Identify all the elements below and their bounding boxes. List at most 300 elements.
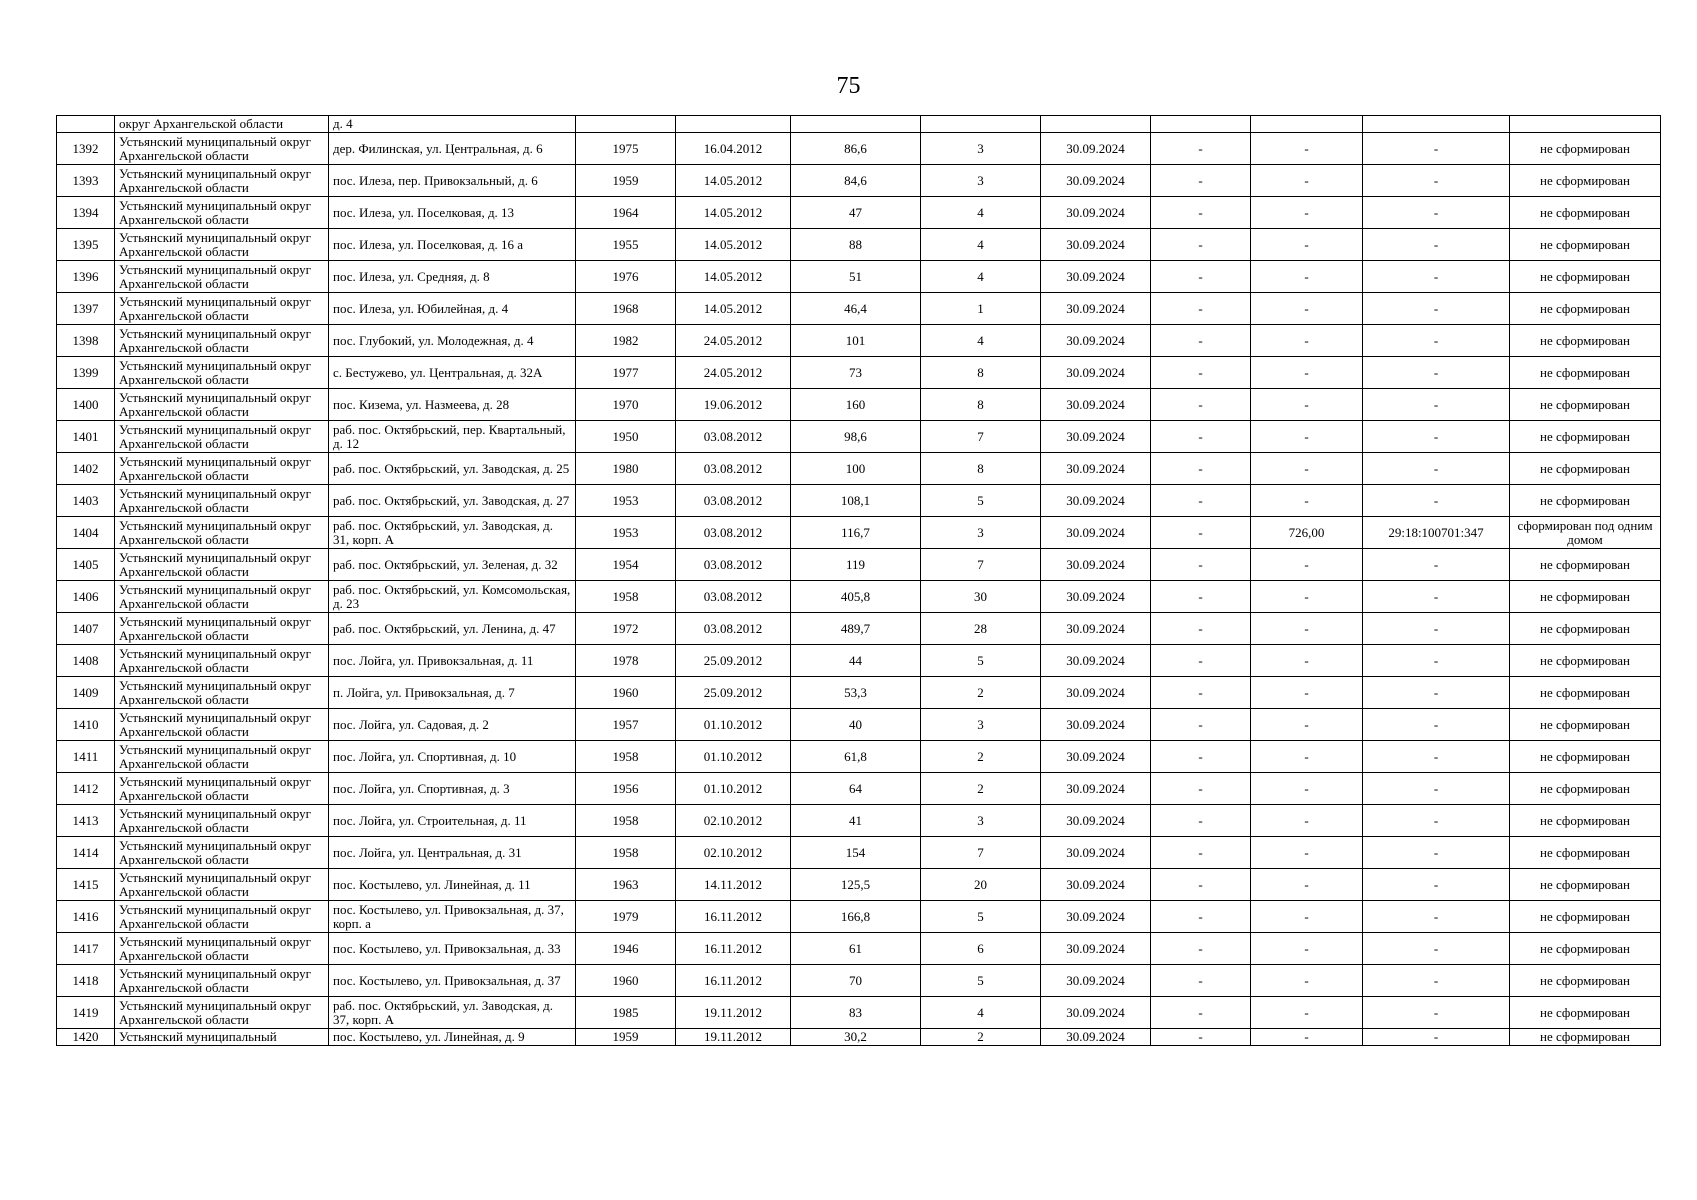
cell-year: 1955 <box>576 229 676 261</box>
table-row <box>57 677 1661 709</box>
cell-land-status: не сформирован <box>1510 901 1661 933</box>
cell-deadline: 30.09.2024 <box>1041 581 1151 613</box>
cell-land-area: 726,00 <box>1251 517 1363 549</box>
cell-district: Устьянский муниципальный округ Архангельской области <box>115 613 329 645</box>
cell-address: пос. Илеза, ул. Поселковая, д. 13 <box>329 197 576 229</box>
cell-year: 1946 <box>576 933 676 965</box>
cell-area: 489,7 <box>791 613 921 645</box>
cell-date <box>676 116 791 133</box>
cell-land-area: - <box>1251 1029 1363 1046</box>
cell-year: 1978 <box>576 645 676 677</box>
cell-district: Устьянский муниципальный округ Архангельской области <box>115 677 329 709</box>
cell-land-area: - <box>1251 549 1363 581</box>
cell-address: раб. пос. Октябрьский, ул. Заводская, д. 27 <box>329 485 576 517</box>
cell-address: пос. Костылево, ул. Привокзальная, д. 37, корп. а <box>329 901 576 933</box>
cell-address: д. 4 <box>329 116 576 133</box>
cell-residents: 7 <box>921 421 1041 453</box>
cell-residents: 5 <box>921 901 1041 933</box>
cell-area: 46,4 <box>791 293 921 325</box>
cell-year: 1958 <box>576 581 676 613</box>
cell-deadline: 30.09.2024 <box>1041 389 1151 421</box>
cell-land-area: - <box>1251 229 1363 261</box>
cell-land-area: - <box>1251 389 1363 421</box>
cell-land-status: не сформирован <box>1510 485 1661 517</box>
cell-date: 14.11.2012 <box>676 869 791 901</box>
cell-number: 1403 <box>57 485 115 517</box>
cell-address: пос. Илеза, ул. Средняя, д. 8 <box>329 261 576 293</box>
cell-date: 01.10.2012 <box>676 741 791 773</box>
cell-cadastral-number: - <box>1363 197 1510 229</box>
cell-year: 1976 <box>576 261 676 293</box>
cell-residents: 4 <box>921 997 1041 1029</box>
cell-land-area: - <box>1251 741 1363 773</box>
cell-land-status: не сформирован <box>1510 133 1661 165</box>
cell-deadline: 30.09.2024 <box>1041 645 1151 677</box>
cell-deadline: 30.09.2024 <box>1041 773 1151 805</box>
cell-area: 160 <box>791 389 921 421</box>
cell-number: 1399 <box>57 357 115 389</box>
cell-year: 1980 <box>576 453 676 485</box>
cell-land-status: не сформирован <box>1510 965 1661 997</box>
cell-land-status: не сформирован <box>1510 261 1661 293</box>
cell-number: 1418 <box>57 965 115 997</box>
cell-area: 100 <box>791 453 921 485</box>
cell-area: 61 <box>791 933 921 965</box>
cell-district: Устьянский муниципальный округ Архангельской области <box>115 357 329 389</box>
cell-land-status: не сформирован <box>1510 293 1661 325</box>
cell-col9: - <box>1151 421 1251 453</box>
cell-district: Устьянский муниципальный округ Архангельской области <box>115 133 329 165</box>
cell-district: Устьянский муниципальный округ Архангельской области <box>115 997 329 1029</box>
table-row <box>57 453 1661 485</box>
cell-col9: - <box>1151 485 1251 517</box>
table-row <box>57 645 1661 677</box>
cell-address: пос. Костылево, ул. Линейная, д. 11 <box>329 869 576 901</box>
cell-year: 1958 <box>576 837 676 869</box>
cell-col9: - <box>1151 997 1251 1029</box>
cell-date: 01.10.2012 <box>676 773 791 805</box>
cell-residents: 3 <box>921 165 1041 197</box>
cell-cadastral-number <box>1363 116 1510 133</box>
cell-deadline: 30.09.2024 <box>1041 805 1151 837</box>
cell-district: Устьянский муниципальный округ Архангельской области <box>115 645 329 677</box>
table-row <box>57 965 1661 997</box>
cell-address: раб. пос. Октябрьский, ул. Зеленая, д. 32 <box>329 549 576 581</box>
cell-land-area: - <box>1251 293 1363 325</box>
cell-address: раб. пос. Октябрьский, ул. Комсомольская, д. 23 <box>329 581 576 613</box>
cell-residents: 3 <box>921 709 1041 741</box>
cell-cadastral-number: - <box>1363 997 1510 1029</box>
cell-land-area: - <box>1251 133 1363 165</box>
cell-number: 1405 <box>57 549 115 581</box>
cell-cadastral-number: - <box>1363 389 1510 421</box>
cell-date: 14.05.2012 <box>676 293 791 325</box>
cell-residents: 30 <box>921 581 1041 613</box>
cell-land-status: не сформирован <box>1510 837 1661 869</box>
cell-area: 30,2 <box>791 1029 921 1046</box>
cell-residents: 6 <box>921 933 1041 965</box>
cell-land-status: не сформирован <box>1510 549 1661 581</box>
cell-year: 1958 <box>576 805 676 837</box>
cell-deadline: 30.09.2024 <box>1041 421 1151 453</box>
cell-land-area: - <box>1251 165 1363 197</box>
cell-deadline: 30.09.2024 <box>1041 197 1151 229</box>
table-row <box>57 709 1661 741</box>
cell-col9: - <box>1151 325 1251 357</box>
cell-cadastral-number: - <box>1363 421 1510 453</box>
cell-district: округ Архангельской области <box>115 116 329 133</box>
cell-col9: - <box>1151 837 1251 869</box>
cell-deadline: 30.09.2024 <box>1041 133 1151 165</box>
cell-land-area: - <box>1251 773 1363 805</box>
cell-date: 14.05.2012 <box>676 229 791 261</box>
cell-cadastral-number: - <box>1363 1029 1510 1046</box>
cell-land-area: - <box>1251 805 1363 837</box>
cell-area: 61,8 <box>791 741 921 773</box>
cell-number: 1404 <box>57 517 115 549</box>
cell-number: 1416 <box>57 901 115 933</box>
cell-address: пос. Лойга, ул. Центральная, д. 31 <box>329 837 576 869</box>
cell-year: 1950 <box>576 421 676 453</box>
cell-district: Устьянский муниципальный округ Архангельской области <box>115 485 329 517</box>
cell-deadline: 30.09.2024 <box>1041 613 1151 645</box>
cell-district: Устьянский муниципальный <box>115 1029 329 1046</box>
cell-area: 125,5 <box>791 869 921 901</box>
cell-land-area: - <box>1251 357 1363 389</box>
cell-number: 1410 <box>57 709 115 741</box>
cell-cadastral-number: - <box>1363 581 1510 613</box>
cell-address: раб. пос. Октябрьский, ул. Заводская, д. 37, корп. А <box>329 997 576 1029</box>
table-row <box>57 1029 1661 1046</box>
cell-number: 1407 <box>57 613 115 645</box>
cell-col9: - <box>1151 581 1251 613</box>
cell-year: 1960 <box>576 965 676 997</box>
cell-residents: 2 <box>921 677 1041 709</box>
cell-date: 14.05.2012 <box>676 197 791 229</box>
cell-cadastral-number: - <box>1363 741 1510 773</box>
cell-land-status: не сформирован <box>1510 325 1661 357</box>
cell-address: пос. Лойга, ул. Спортивная, д. 3 <box>329 773 576 805</box>
cell-residents: 4 <box>921 261 1041 293</box>
cell-address: пос. Костылево, ул. Привокзальная, д. 37 <box>329 965 576 997</box>
cell-deadline: 30.09.2024 <box>1041 165 1151 197</box>
cell-land-area: - <box>1251 933 1363 965</box>
cell-year: 1975 <box>576 133 676 165</box>
cell-date: 03.08.2012 <box>676 613 791 645</box>
cell-residents <box>921 116 1041 133</box>
cell-area: 98,6 <box>791 421 921 453</box>
cell-district: Устьянский муниципальный округ Архангельской области <box>115 517 329 549</box>
cell-residents: 8 <box>921 389 1041 421</box>
cell-date: 16.11.2012 <box>676 901 791 933</box>
cell-date: 24.05.2012 <box>676 325 791 357</box>
table-row <box>57 613 1661 645</box>
cell-area: 40 <box>791 709 921 741</box>
cell-address: пос. Лойга, ул. Строительная, д. 11 <box>329 805 576 837</box>
table-row <box>57 933 1661 965</box>
cell-cadastral-number: - <box>1363 165 1510 197</box>
cell-land-area: - <box>1251 485 1363 517</box>
cell-land-area: - <box>1251 901 1363 933</box>
cell-date: 25.09.2012 <box>676 645 791 677</box>
cell-year: 1964 <box>576 197 676 229</box>
cell-land-area: - <box>1251 453 1363 485</box>
table-row <box>57 421 1661 453</box>
table-row <box>57 133 1661 165</box>
cell-col9 <box>1151 116 1251 133</box>
cell-address: раб. пос. Октябрьский, ул. Заводская, д. 25 <box>329 453 576 485</box>
cell-deadline: 30.09.2024 <box>1041 293 1151 325</box>
cell-cadastral-number: - <box>1363 453 1510 485</box>
cell-number: 1408 <box>57 645 115 677</box>
cell-district: Устьянский муниципальный округ Архангельской области <box>115 229 329 261</box>
cell-residents: 7 <box>921 837 1041 869</box>
cell-land-area: - <box>1251 581 1363 613</box>
cell-cadastral-number: - <box>1363 229 1510 261</box>
cell-area: 405,8 <box>791 581 921 613</box>
cell-land-status: не сформирован <box>1510 933 1661 965</box>
cell-year: 1963 <box>576 869 676 901</box>
cell-number: 1402 <box>57 453 115 485</box>
cell-land-status: не сформирован <box>1510 421 1661 453</box>
cell-col9: - <box>1151 869 1251 901</box>
cell-address: пос. Костылево, ул. Линейная, д. 9 <box>329 1029 576 1046</box>
cell-land-area: - <box>1251 997 1363 1029</box>
cell-residents: 2 <box>921 773 1041 805</box>
cell-cadastral-number: - <box>1363 293 1510 325</box>
cell-district: Устьянский муниципальный округ Архангельской области <box>115 741 329 773</box>
cell-land-status: сформирован под одним домом <box>1510 517 1661 549</box>
cell-address: пос. Илеза, ул. Юбилейная, д. 4 <box>329 293 576 325</box>
cell-col9: - <box>1151 357 1251 389</box>
table-row <box>57 773 1661 805</box>
cell-year: 1972 <box>576 613 676 645</box>
cell-date: 03.08.2012 <box>676 549 791 581</box>
cell-district: Устьянский муниципальный округ Архангельской области <box>115 549 329 581</box>
cell-residents: 5 <box>921 485 1041 517</box>
cell-deadline: 30.09.2024 <box>1041 901 1151 933</box>
cell-col9: - <box>1151 933 1251 965</box>
cell-district: Устьянский муниципальный округ Архангельской области <box>115 261 329 293</box>
cell-area: 73 <box>791 357 921 389</box>
cell-land-area: - <box>1251 645 1363 677</box>
cell-number: 1397 <box>57 293 115 325</box>
cell-land-area: - <box>1251 421 1363 453</box>
cell-district: Устьянский муниципальный округ Архангельской области <box>115 933 329 965</box>
table-row <box>57 581 1661 613</box>
cell-number: 1419 <box>57 997 115 1029</box>
cell-address: пос. Илеза, пер. Привокзальный, д. 6 <box>329 165 576 197</box>
cell-cadastral-number: - <box>1363 645 1510 677</box>
cell-district: Устьянский муниципальный округ Архангельской области <box>115 773 329 805</box>
cell-cadastral-number: - <box>1363 485 1510 517</box>
cell-number: 1394 <box>57 197 115 229</box>
table-row <box>57 517 1661 549</box>
table-row <box>57 549 1661 581</box>
cell-address: пос. Лойга, ул. Садовая, д. 2 <box>329 709 576 741</box>
cell-cadastral-number: - <box>1363 773 1510 805</box>
cell-number <box>57 116 115 133</box>
cell-number: 1415 <box>57 869 115 901</box>
cell-number: 1411 <box>57 741 115 773</box>
cell-year: 1953 <box>576 485 676 517</box>
cell-deadline: 30.09.2024 <box>1041 485 1151 517</box>
cell-date: 24.05.2012 <box>676 357 791 389</box>
cell-area <box>791 116 921 133</box>
cell-deadline: 30.09.2024 <box>1041 357 1151 389</box>
cell-land-area: - <box>1251 709 1363 741</box>
cell-year: 1970 <box>576 389 676 421</box>
cell-col9: - <box>1151 645 1251 677</box>
cell-date: 19.11.2012 <box>676 1029 791 1046</box>
cell-land-area: - <box>1251 869 1363 901</box>
cell-col9: - <box>1151 709 1251 741</box>
housing-registry-table <box>56 115 1661 1046</box>
cell-area: 88 <box>791 229 921 261</box>
cell-cadastral-number: - <box>1363 677 1510 709</box>
cell-col9: - <box>1151 165 1251 197</box>
cell-cadastral-number: - <box>1363 613 1510 645</box>
cell-number: 1393 <box>57 165 115 197</box>
cell-deadline: 30.09.2024 <box>1041 677 1151 709</box>
cell-residents: 4 <box>921 229 1041 261</box>
cell-land-area: - <box>1251 677 1363 709</box>
cell-col9: - <box>1151 197 1251 229</box>
cell-residents: 8 <box>921 357 1041 389</box>
cell-deadline: 30.09.2024 <box>1041 453 1151 485</box>
cell-district: Устьянский муниципальный округ Архангельской области <box>115 581 329 613</box>
cell-cadastral-number: - <box>1363 549 1510 581</box>
cell-address: п. Лойга, ул. Привокзальная, д. 7 <box>329 677 576 709</box>
cell-land-area: - <box>1251 965 1363 997</box>
cell-date: 02.10.2012 <box>676 837 791 869</box>
cell-district: Устьянский муниципальный округ Архангельской области <box>115 389 329 421</box>
cell-residents: 8 <box>921 453 1041 485</box>
table-row <box>57 869 1661 901</box>
cell-cadastral-number: - <box>1363 901 1510 933</box>
cell-address: пос. Лойга, ул. Спортивная, д. 10 <box>329 741 576 773</box>
table-row <box>57 837 1661 869</box>
cell-cadastral-number: - <box>1363 933 1510 965</box>
table-row <box>57 901 1661 933</box>
cell-residents: 4 <box>921 197 1041 229</box>
cell-area: 116,7 <box>791 517 921 549</box>
cell-deadline: 30.09.2024 <box>1041 933 1151 965</box>
cell-year: 1958 <box>576 741 676 773</box>
cell-col9: - <box>1151 229 1251 261</box>
cell-deadline: 30.09.2024 <box>1041 869 1151 901</box>
cell-cadastral-number: - <box>1363 133 1510 165</box>
cell-land-status: не сформирован <box>1510 613 1661 645</box>
cell-district: Устьянский муниципальный округ Архангельской области <box>115 901 329 933</box>
cell-col9: - <box>1151 677 1251 709</box>
cell-deadline: 30.09.2024 <box>1041 997 1151 1029</box>
cell-deadline: 30.09.2024 <box>1041 325 1151 357</box>
cell-area: 84,6 <box>791 165 921 197</box>
cell-number: 1409 <box>57 677 115 709</box>
cell-district: Устьянский муниципальный округ Архангельской области <box>115 421 329 453</box>
cell-land-area: - <box>1251 197 1363 229</box>
cell-area: 166,8 <box>791 901 921 933</box>
cell-district: Устьянский муниципальный округ Архангельской области <box>115 197 329 229</box>
cell-year: 1960 <box>576 677 676 709</box>
cell-deadline: 30.09.2024 <box>1041 261 1151 293</box>
cell-deadline <box>1041 116 1151 133</box>
cell-land-area: - <box>1251 325 1363 357</box>
cell-number: 1406 <box>57 581 115 613</box>
cell-address: пос. Кизема, ул. Назмеева, д. 28 <box>329 389 576 421</box>
cell-land-status: не сформирован <box>1510 357 1661 389</box>
cell-land-status: не сформирован <box>1510 197 1661 229</box>
cell-year: 1954 <box>576 549 676 581</box>
cell-number: 1412 <box>57 773 115 805</box>
cell-year <box>576 116 676 133</box>
cell-district: Устьянский муниципальный округ Архангельской области <box>115 965 329 997</box>
cell-year: 1957 <box>576 709 676 741</box>
table-row <box>57 197 1661 229</box>
cell-land-status: не сформирован <box>1510 1029 1661 1046</box>
cell-area: 86,6 <box>791 133 921 165</box>
cell-area: 119 <box>791 549 921 581</box>
cell-area: 108,1 <box>791 485 921 517</box>
cell-date: 02.10.2012 <box>676 805 791 837</box>
cell-area: 70 <box>791 965 921 997</box>
table-row <box>57 357 1661 389</box>
cell-number: 1392 <box>57 133 115 165</box>
page-number: 75 <box>836 73 861 99</box>
cell-land-status: не сформирован <box>1510 997 1661 1029</box>
cell-district: Устьянский муниципальный округ Архангельской области <box>115 709 329 741</box>
cell-district: Устьянский муниципальный округ Архангельской области <box>115 293 329 325</box>
cell-date: 14.05.2012 <box>676 261 791 293</box>
cell-col9: - <box>1151 389 1251 421</box>
cell-col9: - <box>1151 549 1251 581</box>
cell-area: 154 <box>791 837 921 869</box>
cell-col9: - <box>1151 293 1251 325</box>
cell-land-status: не сформирован <box>1510 677 1661 709</box>
table-row <box>57 997 1661 1029</box>
cell-district: Устьянский муниципальный округ Архангельской области <box>115 837 329 869</box>
cell-area: 47 <box>791 197 921 229</box>
table-row <box>57 261 1661 293</box>
cell-residents: 3 <box>921 133 1041 165</box>
cell-year: 1959 <box>576 1029 676 1046</box>
table-row <box>57 325 1661 357</box>
cell-land-area: - <box>1251 613 1363 645</box>
cell-area: 44 <box>791 645 921 677</box>
cell-date: 16.11.2012 <box>676 965 791 997</box>
cell-date: 19.11.2012 <box>676 997 791 1029</box>
cell-year: 1968 <box>576 293 676 325</box>
table-row <box>57 485 1661 517</box>
cell-deadline: 30.09.2024 <box>1041 517 1151 549</box>
cell-residents: 3 <box>921 517 1041 549</box>
cell-district: Устьянский муниципальный округ Архангельской области <box>115 805 329 837</box>
cell-land-status: не сформирован <box>1510 581 1661 613</box>
cell-number: 1420 <box>57 1029 115 1046</box>
cell-residents: 5 <box>921 965 1041 997</box>
cell-cadastral-number: - <box>1363 869 1510 901</box>
cell-land-area <box>1251 116 1363 133</box>
cell-date: 16.04.2012 <box>676 133 791 165</box>
cell-residents: 7 <box>921 549 1041 581</box>
cell-deadline: 30.09.2024 <box>1041 741 1151 773</box>
table-row <box>57 741 1661 773</box>
cell-land-area: - <box>1251 261 1363 293</box>
cell-cadastral-number: - <box>1363 357 1510 389</box>
cell-cadastral-number: - <box>1363 709 1510 741</box>
cell-col9: - <box>1151 773 1251 805</box>
